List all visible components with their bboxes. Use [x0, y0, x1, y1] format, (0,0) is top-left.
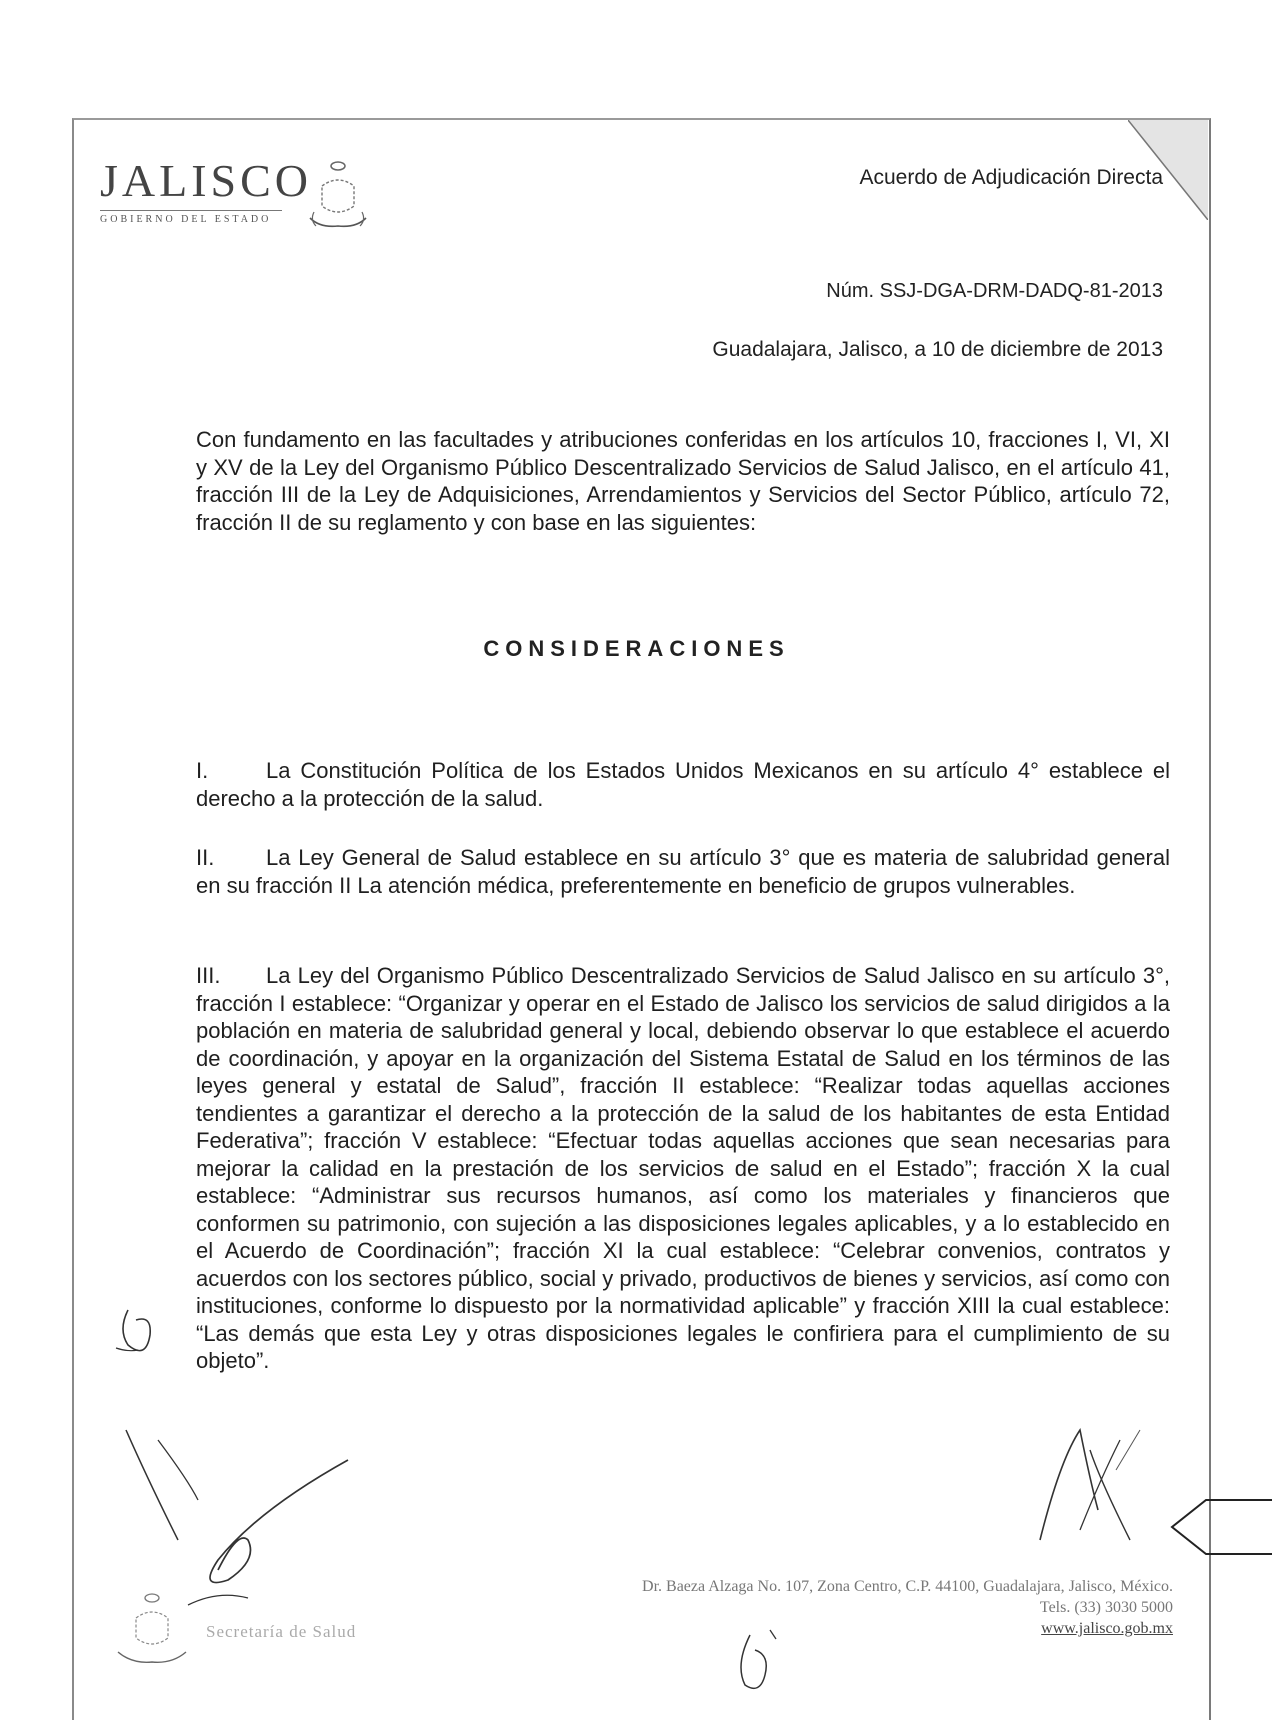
- state-crest-icon: [300, 156, 370, 236]
- consideration-item: [196, 844, 1170, 899]
- website-link[interactable]: www.jalisco.gob.mx: [1041, 1620, 1173, 1637]
- item-number: II.: [196, 845, 215, 870]
- secretaria-de-salud-logo: Secretaría de Salud: [206, 1622, 357, 1641]
- section-title: CONSIDERACIONES: [483, 636, 790, 661]
- jalisco-logo: [100, 155, 313, 225]
- document-type: Acuerdo de Adjudicación Directa: [859, 166, 1163, 189]
- handwritten-signature: [1020, 1420, 1160, 1560]
- address-line: Dr. Baeza Alzaga No. 107, Zona Centro, C.P. 44100, Guadalajara, Jalisco, México.: [642, 1578, 1173, 1595]
- phone-line: Tels. (33) 3030 5000: [1039, 1599, 1173, 1616]
- page-tab-arrow: [1168, 1492, 1273, 1562]
- item-text: La Ley General de Salud establece en su artículo 3° que es materia de salubridad general en su fracción II La atención médica, preferentemente en beneficio de grupos vulnerables.: [196, 845, 1170, 898]
- item-text: La Constitución Política de los Estados Unidos Mexicanos en su artículo 4° establece el derecho a la protección de la salud.: [196, 758, 1170, 811]
- item-number: III.: [196, 963, 221, 988]
- intro-paragraph: Con fundamento en las facultades y atribuciones conferidas en los artículos 10, fracciones I, VI, XI y XV de la Ley del Organismo Público Descentralizado Servicios de Salud Jalisco, en el artículo 41, fracción III de la Ley de Adquisiciones, Arrendamientos y Servicios del Sector Público, artículo 72, fracción II de su reglamento y con base en las siguientes:: [196, 427, 1170, 535]
- consideration-item: [196, 962, 1170, 1375]
- item-number: I.: [196, 758, 209, 783]
- handwritten-initial: [108, 1300, 168, 1370]
- item-text: La Ley del Organismo Público Descentralizado Servicios de Salud Jalisco en su artículo 3°, fracción I establece: “Organizar y operar en el Estado de Jalisco los servicios de salud dirigidos a la población en materia de salubridad general y local, debiendo observar lo que establece el acuerdo de coordinación, y apoyar en la organización del Sistema Estatal de Salud en los términos de las leyes general y estatal de Salud”, fracción II establece: “Realizar todas aquellas acciones tendientes a garantizar el derecho a la protección de la salud de los habitantes de esta Entidad Federativa”; fracción V establece: “Efectuar todas aquellas acciones que sean necesarias para mejorar la calidad en la prestación de los servicios de salud en el Estado”; fracción X la cual establece: “Administrar sus recursos humanos, así como los materiales y financieros que conformen su patrimonio, con sujeción a las disposiciones legales aplicables, y a lo establecido en el Acuerdo de Coordinación”; fracción XI la cual establece: “Celebrar convenios, contratos y acuerdos con los sectores público, social y privado, productivos de bienes y servicios, así como con instituciones, conforme lo dispuesto por la normatividad aplicable” y fracción XIII la cual establece: “Las demás que esta Ley y otras disposiciones legales le confiriera para el cumplimiento de su objeto”.: [196, 963, 1170, 1373]
- consideration-item: [196, 757, 1170, 812]
- state-crest-icon: [110, 1590, 190, 1670]
- footer-address: [642, 1576, 1173, 1639]
- document-number: Núm. SSJ-DGA-DRM-DADQ-81-2013: [826, 280, 1163, 302]
- logo-text: JALISCO: [100, 155, 313, 206]
- document-date: Guadalajara, Jalisco, a 10 de diciembre de 2013: [712, 338, 1163, 361]
- logo-subtitle: GOBIERNO DEL ESTADO: [100, 210, 282, 225]
